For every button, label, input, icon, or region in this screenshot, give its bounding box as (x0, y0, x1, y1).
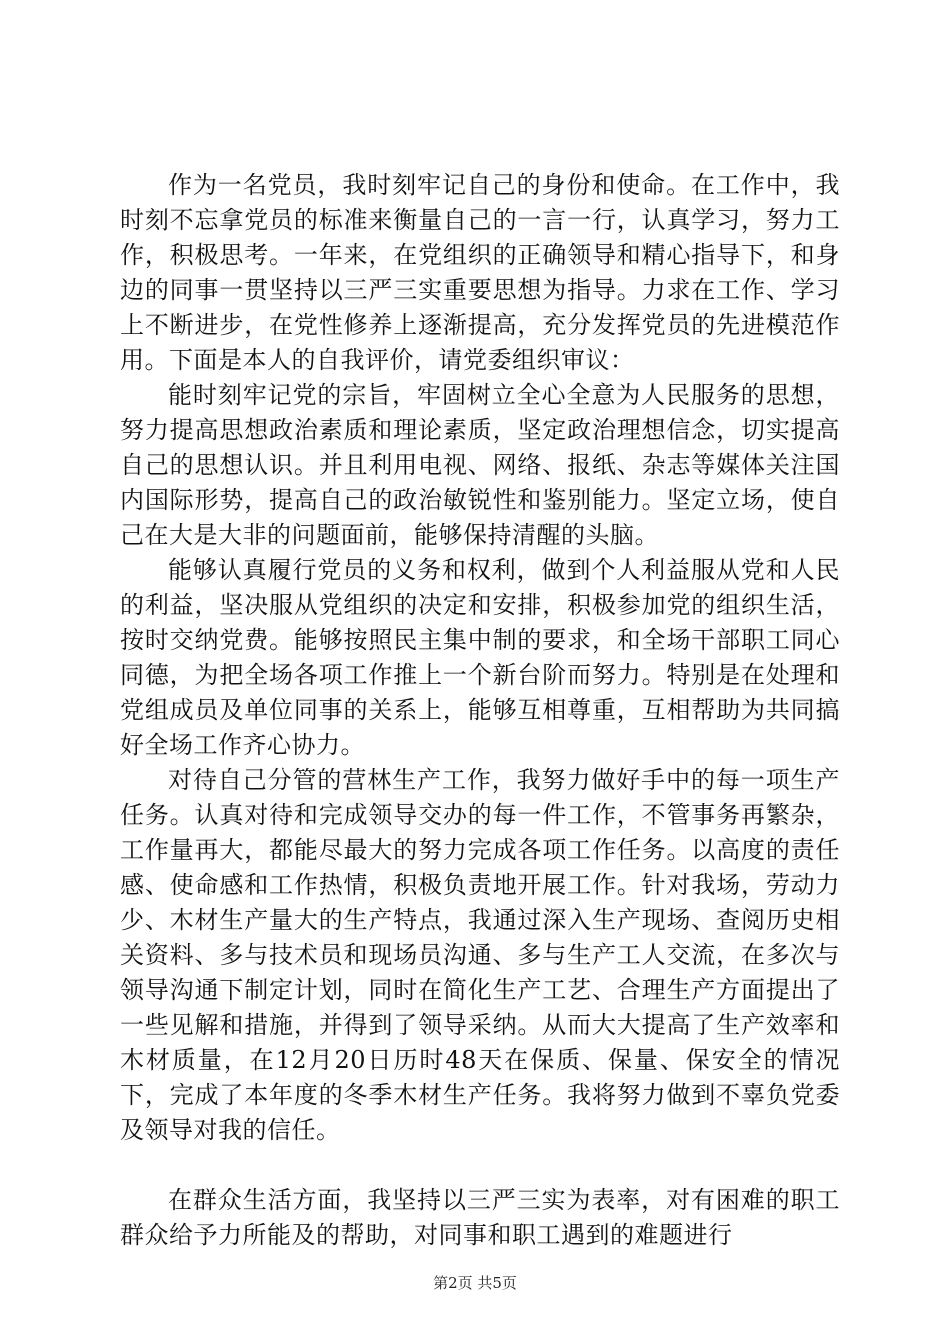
document-body (120, 168, 840, 1253)
page-number-footer: 第2页 共5页 (433, 1274, 517, 1292)
paragraph-forestry-work: 对待自己分管的营林生产工作，我努力做好手中的每一项生产任务。认真对待和完成领导交办的每一件工作，不管事务再繁杂，工作量再大，都能尽最大的努力完成各项工作任务。以高度的责任感、使命感和工作热情，积极负责地开展工作。针对我场，劳动力少、木材生产量大的生产特点，我通过深入生产现场、查阅历史相关资料、多与技术员和现场员沟通、多与生产工人交流，在多次与领导沟通下制定计划，同时在简化生产工艺、合理生产方面提出了一些见解和措施，并得到了领导采纳。从而大大提高了生产效率和木材质量，在12月20日历时48天在保质、保量、保安全的情况下，完成了本年度的冬季木材生产任务。我将努力做到不辜负党委及领导对我的信任。 (120, 766, 840, 1144)
paragraph-mass-life: 在群众生活方面，我坚持以三严三实为表率，对有困难的职工群众给予力所能及的帮助，对同事和职工遇到的难题进行 (120, 1186, 840, 1249)
paragraph-member-duties: 能够认真履行党员的义务和权利，做到个人利益服从党和人民的利益，坚决服从党组织的决定和安排，积极参加党的组织生活，按时交纳党费。能够按照民主集中制的要求，和全场干部职工同心同德，为把全场各项工作推上一个新台阶而努力。特别是在处理和党组成员及单位同事的关系上，能够互相尊重，互相帮助为共同搞好全场工作齐心协力。 (120, 556, 840, 759)
paragraph-political-thought: 能时刻牢记党的宗旨，牢固树立全心全意为人民服务的思想，努力提高思想政治素质和理论素质，坚定政治理想信念，切实提高自己的思想认识。并且利用电视、网络、报纸、杂志等媒体关注国内国际形势，提高自己的政治敏锐性和鉴别能力。坚定立场，使自己在大是大非的问题面前，能够保持清醒的头脑。 (120, 381, 840, 549)
paragraph-self-intro: 作为一名党员，我时刻牢记自己的身份和使命。在工作中，我时刻不忘拿党员的标准来衡量自己的一言一行，认真学习，努力工作，积极思考。一年来，在党组织的正确领导和精心指导下，和身边的同事一贯坚持以三严三实重要思想为指导。力求在工作、学习上不断进步，在党性修养上逐渐提高，充分发挥党员的先进模范作用。下面是本人的自我评价，请党委组织审议： (120, 171, 840, 374)
